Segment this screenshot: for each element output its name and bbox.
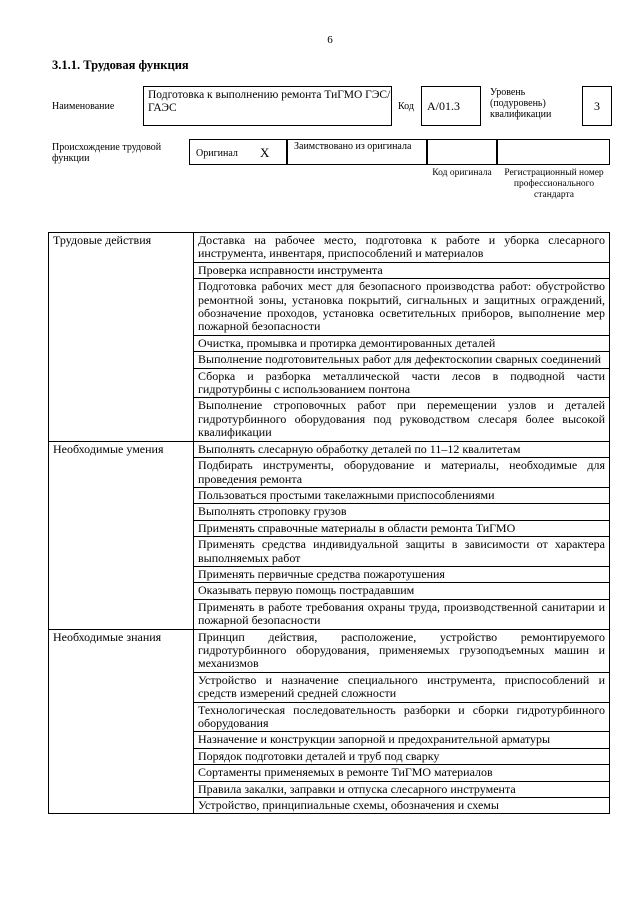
item-cell: Очистка, промывка и протирка демонтированных деталей (194, 335, 610, 351)
item-cell: Выполнять слесарную обработку деталей по 11–12 квалитетам (194, 441, 610, 457)
item-cell: Пользоваться простыми такелажными приспособлениями (194, 487, 610, 503)
table-row (49, 441, 610, 457)
item-cell: Правила закалки, заправки и отпуска слесарного инструмента (194, 781, 610, 797)
original-label: Оригинал (196, 148, 238, 159)
table-row (49, 629, 610, 672)
item-cell: Оказывать первую помощь пострадавшим (194, 583, 610, 599)
table-row (49, 233, 610, 263)
reg-number-cell (497, 139, 610, 165)
borrowed-label: Заимствовано из оригинала (294, 141, 412, 152)
item-cell: Сортаменты применяемых в ремонте ТиГМО материалов (194, 765, 610, 781)
item-cell: Применять средства индивидуальной защиты в зависимости от характера выполняемых работ (194, 537, 610, 567)
item-cell: Назначение и конструкции запорной и предохранительной арматуры (194, 732, 610, 748)
item-cell: Порядок подготовки деталей и труб под сварку (194, 748, 610, 764)
item-cell: Применять первичные средства пожаротушения (194, 566, 610, 582)
function-name-field: Подготовка к выполнению ремонта ТиГМО ГЭС/ГАЭС (143, 86, 392, 126)
original-cell (189, 139, 287, 165)
item-cell: Выполнение подготовительных работ для дефектоскопии сварных соединений (194, 352, 610, 368)
original-code-cell (427, 139, 497, 165)
item-cell: Применять в работе требования охраны труда, производственной санитарии и пожарной безопасности (194, 599, 610, 629)
labor-function-table (48, 232, 610, 814)
code-label: Код (398, 101, 414, 112)
item-cell: Технологическая последовательность разборки и сборки гидротурбинного оборудования (194, 702, 610, 732)
borrowed-cell (287, 139, 427, 165)
item-cell: Доставка на рабочее место, подготовка к работе и уборка слесарного инструмента, инвентаря, приспособлений и материалов (194, 233, 610, 263)
item-cell: Проверка исправности инструмента (194, 262, 610, 278)
section-title-cell: Необходимые умения (49, 441, 194, 629)
section-title-cell: Необходимые знания (49, 629, 194, 814)
name-label: Наименование (52, 101, 115, 112)
section-title-cell: Трудовые действия (49, 233, 194, 442)
origin-label: Происхождение трудовой функции (52, 142, 162, 164)
section-title: 3.1.1. Трудовая функция (52, 58, 189, 72)
reg-number-caption: Регистрационный номер профессионального стандарта (504, 168, 604, 200)
level-label: Уровень (подуровень) квалификации (490, 87, 552, 120)
item-cell: Принцип действия, расположение, устройство ремонтируемого гидротурбинного оборудования, применяемых грузоподъемных машин и механизмов (194, 629, 610, 672)
code-original-caption: Код оригинала (432, 168, 492, 178)
level-value-field: 3 (582, 86, 612, 126)
original-mark: Х (260, 145, 270, 160)
item-cell: Подготовка рабочих мест для безопасного производства работ: обустройство ремонтной зоны, установка покрытий, сигнальных и защитных ограждений, обозначение проходов, установка осветительных приборов, выполнение мер пожарной безопасности (194, 279, 610, 336)
item-cell: Устройство, принципиальные схемы, обозначения и схемы (194, 798, 610, 814)
page-number: 6 (327, 34, 333, 46)
item-cell: Сборка и разборка металлической части лесов в подводной части гидротурбины с использованием понтона (194, 368, 610, 398)
item-cell: Применять справочные материалы в области ремонта ТиГМО (194, 520, 610, 536)
item-cell: Устройство и назначение специального инструмента, приспособлений и средств измерений средней сложности (194, 672, 610, 702)
item-cell: Выполнять строповку грузов (194, 504, 610, 520)
item-cell: Выполнение строповочных работ при перемещении узлов и деталей гидротурбинного оборудования под руководством слесаря более высокой квалификации (194, 398, 610, 441)
code-value-field: А/01.3 (421, 86, 481, 126)
item-cell: Подбирать инструменты, оборудование и материалы, необходимые для проведения ремонта (194, 458, 610, 488)
